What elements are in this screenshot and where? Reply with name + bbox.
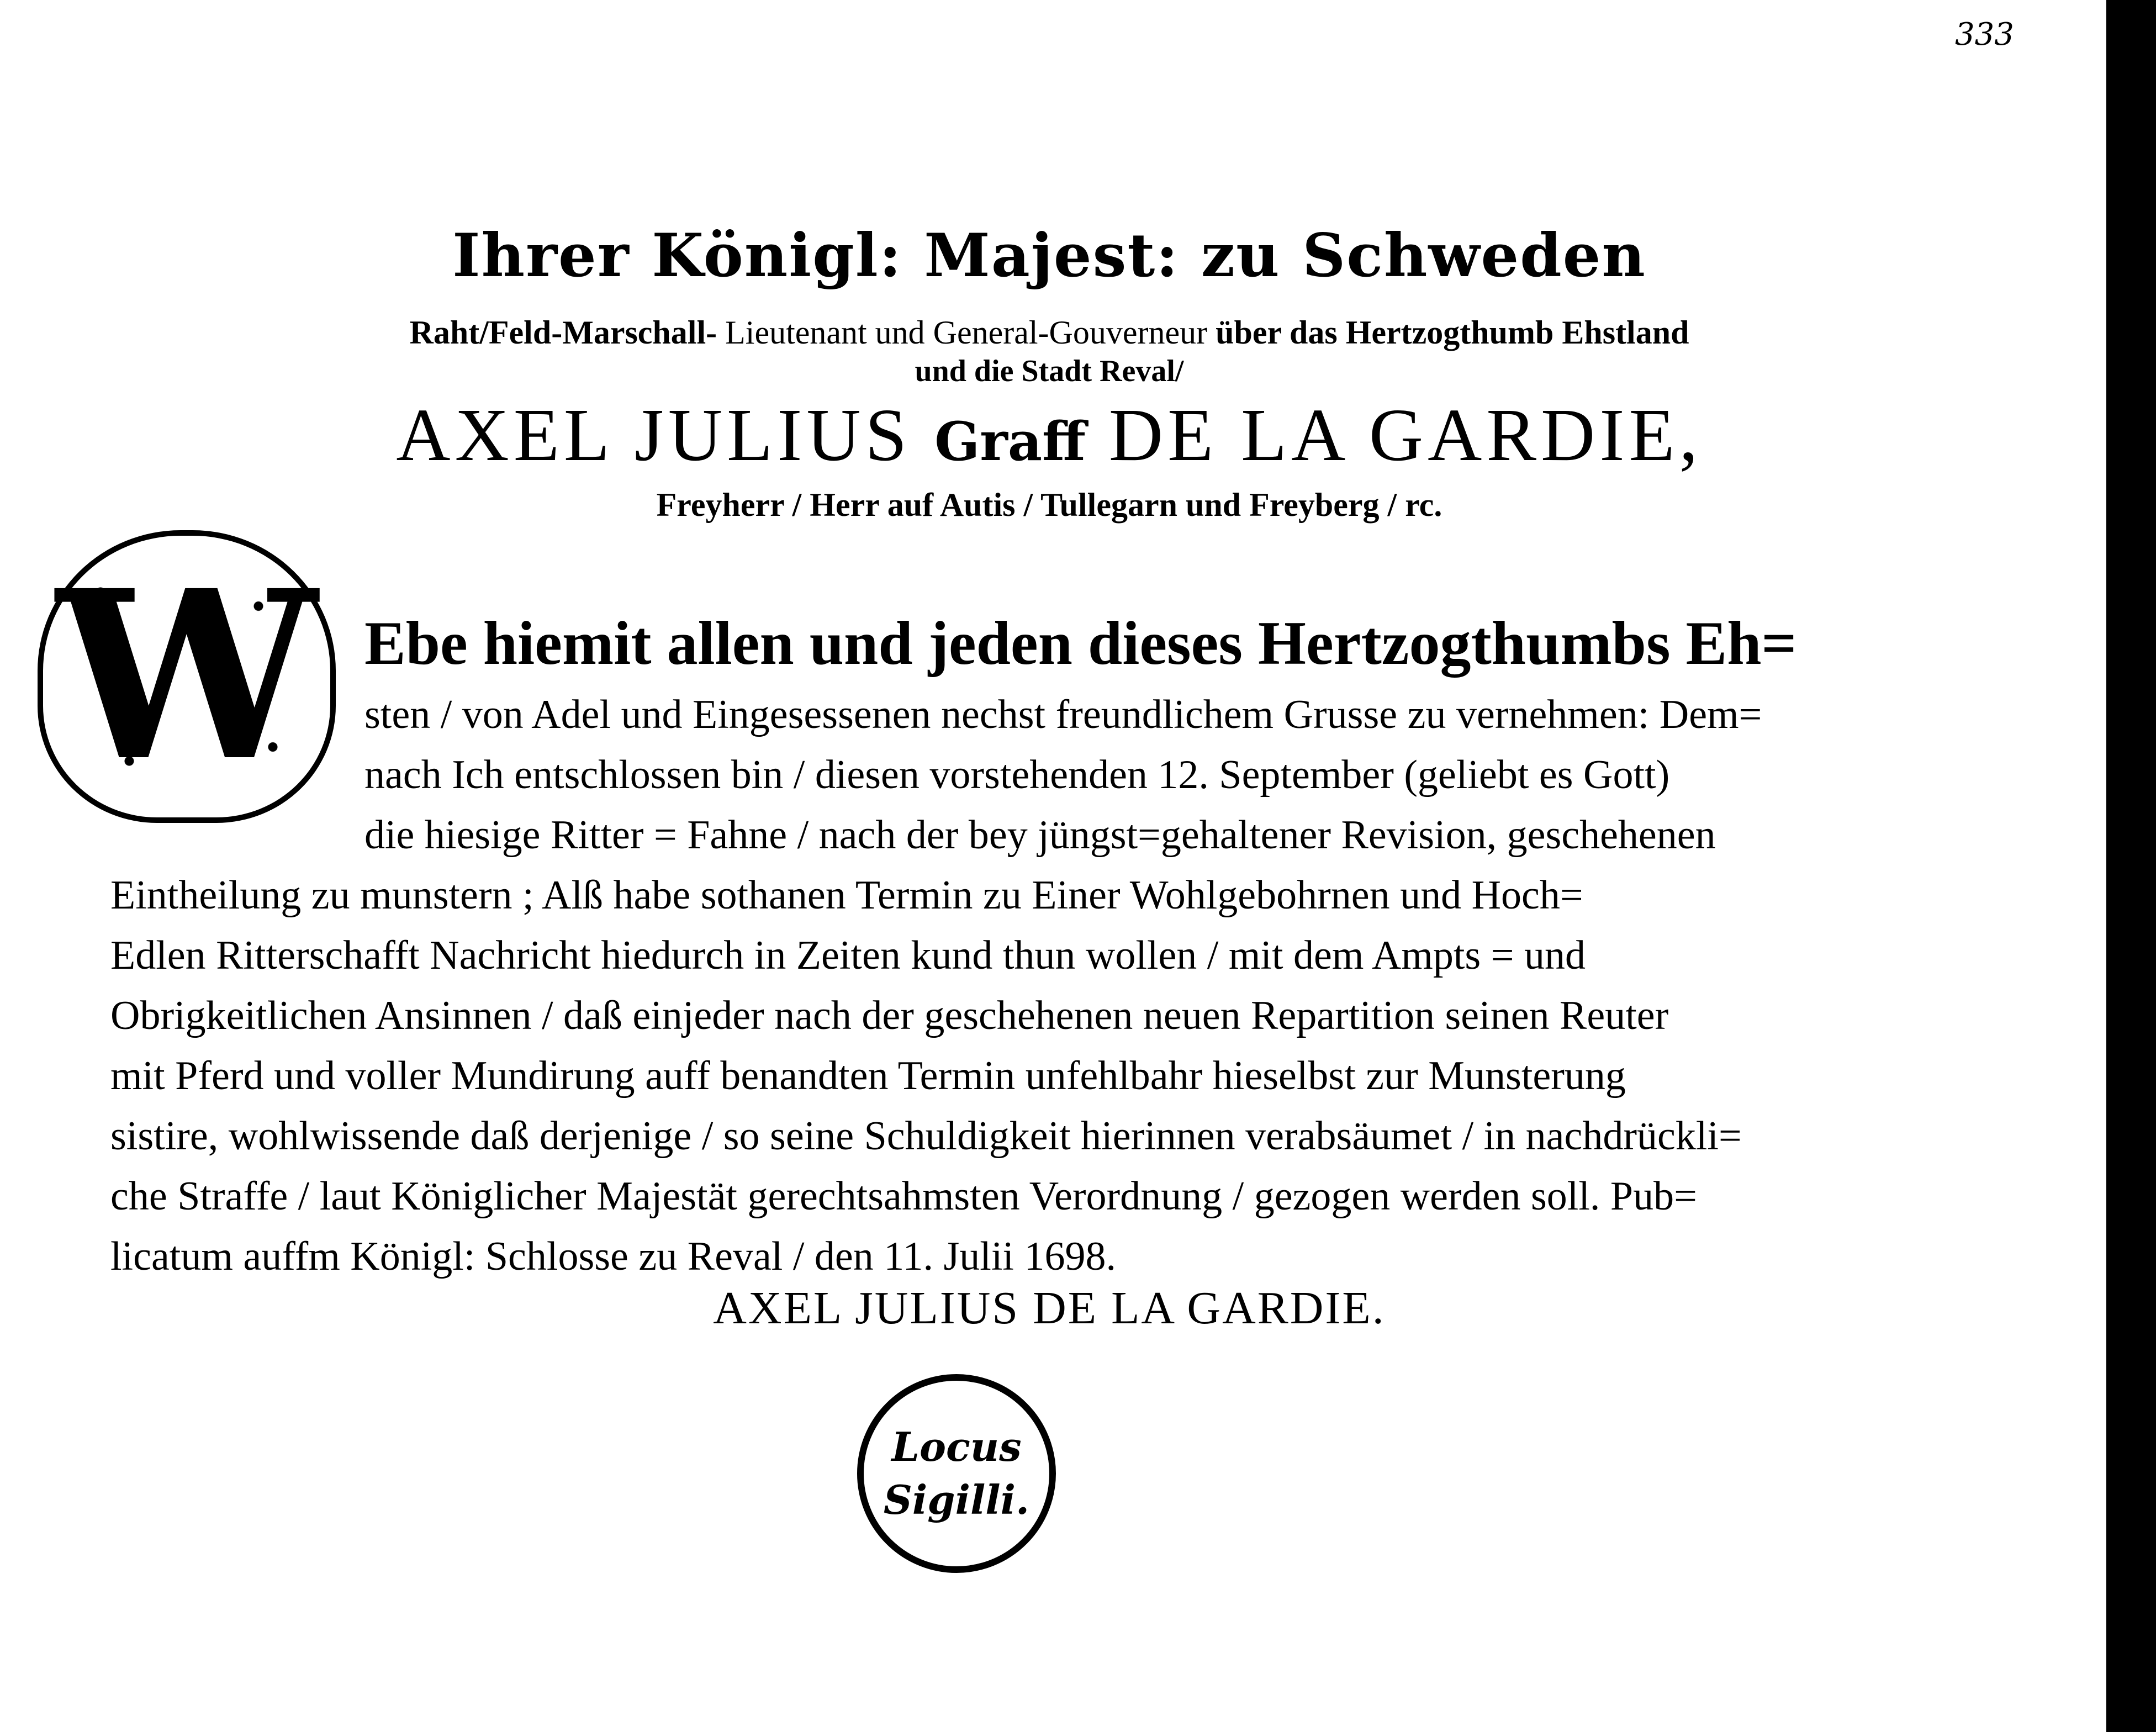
header-sovereign-line: Ihrer Königl: Majest: zu Schweden bbox=[452, 221, 1646, 291]
body-line: Eintheilung zu munstern ; Alß habe sothanen Termin zu Einer Wohlgebohrnen und Hoch= bbox=[110, 873, 1583, 918]
body-line: Edlen Ritterschafft Nachricht hiedurch in Zeiten kund thun wollen / mit dem Ampts = und bbox=[110, 933, 1586, 978]
body-line: Obrigkeitlichen Ansinnen / daß einjeder nach der geschehenen neuen Repartition seinen Reuter bbox=[110, 993, 1669, 1038]
body-line: nach Ich entschlossen bin / diesen vorstehenden 12. September (geliebt es Gott) bbox=[364, 752, 1670, 798]
body-line: sten / von Adel und Eingesessenen nechst freundlichem Grusse zu vernehmen: Dem= bbox=[364, 692, 1762, 737]
seal-locus-sigilli bbox=[857, 1374, 1056, 1573]
body-line: mit Pferd und voller Mundirung auff benandten Termin unfehlbahr hieselbst zur Munsterung bbox=[110, 1053, 1626, 1099]
header-office-line bbox=[0, 314, 2099, 352]
initial-glyph: W bbox=[56, 540, 317, 812]
issuer-name-part2: DE LA GARDIE, bbox=[1108, 394, 1703, 477]
issuer-name bbox=[0, 392, 2099, 478]
body-line: die hiesige Ritter = Fahne / nach der bey jüngst=gehaltener Revision, geschehenen bbox=[364, 812, 1716, 858]
office-fraktur-b: über das Hertzogthumb Ehstland bbox=[1216, 314, 1689, 351]
issuer-titles: Freyherr / Herr auf Autis / Tullegarn und Freyberg / rc. bbox=[656, 487, 1442, 523]
seal-line-2: Sigilli. bbox=[883, 1476, 1030, 1523]
issuer-name-part1: AXEL JULIUS bbox=[396, 394, 912, 477]
scan-edge-shadow bbox=[2106, 0, 2156, 1732]
issuer-title-graff: Graff bbox=[934, 410, 1086, 473]
body-line: che Straffe / laut Königlicher Majestät gerechtsahmsten Verordnung / gezogen werden soll. Pub= bbox=[110, 1174, 1697, 1219]
body-line: Ebe hiemit allen und jeden dieses Hertzogthumbs Eh= bbox=[364, 609, 1797, 678]
body-line: licatum auffm Königl: Schlosse zu Reval / den 11. Julii 1698. bbox=[110, 1234, 1116, 1279]
office-fraktur-a: Raht/Feld-Marschall- bbox=[409, 314, 717, 351]
signature: AXEL JULIUS DE LA GARDIE. bbox=[713, 1282, 1386, 1334]
page-number: 333 bbox=[1955, 17, 2014, 52]
proclamation-body bbox=[110, 602, 1878, 1287]
seal-line-1: Locus bbox=[891, 1423, 1022, 1470]
header-city-line: und die Stadt Reval/ bbox=[915, 354, 1184, 388]
body-line: sistire, wohlwissende daß derjenige / so seine Schuldigkeit hierinnen verabsäumet / in nachdrückli= bbox=[110, 1113, 1742, 1159]
office-roman: Lieutenant und General-Gouverneur bbox=[725, 314, 1208, 351]
